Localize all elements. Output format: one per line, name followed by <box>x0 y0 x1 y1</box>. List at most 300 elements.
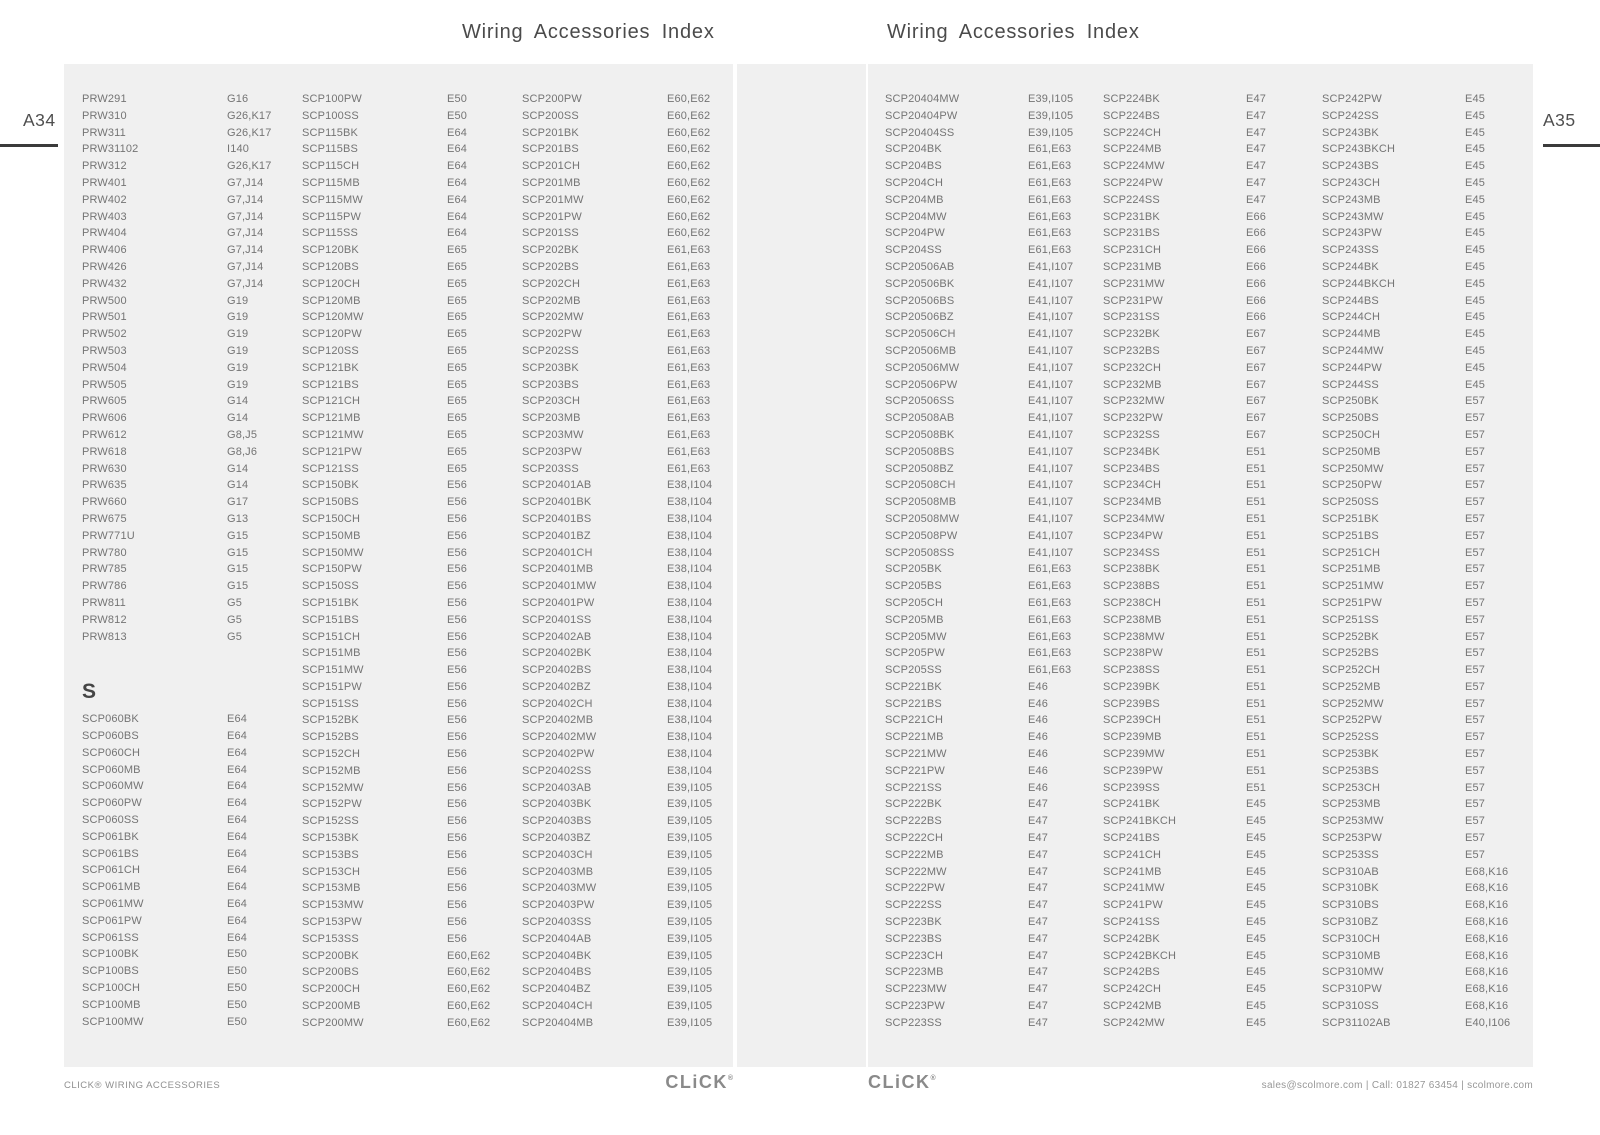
page-reference: E57 <box>1465 479 1486 492</box>
product-code: SCP223MB <box>885 966 944 979</box>
product-code: SCP121BK <box>302 361 359 374</box>
page-reference: E38,I104 <box>667 630 713 643</box>
product-code: SCP20404BS <box>522 966 592 979</box>
page-reference: E39,I105 <box>667 916 713 929</box>
product-code: SCP150MW <box>302 546 364 559</box>
index-row <box>1322 92 1540 109</box>
page-reference: E60,E62 <box>667 93 711 105</box>
index-row <box>522 142 740 159</box>
index-row <box>885 797 1103 814</box>
product-code: SCP20508PW <box>885 529 958 542</box>
product-code: PRW505 <box>82 378 127 391</box>
page-reference: E47 <box>1028 916 1049 929</box>
product-code: SCP221CH <box>885 714 944 727</box>
product-code: SCP205BS <box>885 580 942 593</box>
page-reference: E51 <box>1246 546 1267 559</box>
page-reference: E57 <box>1465 764 1486 777</box>
index-row <box>1322 697 1540 714</box>
page-reference: E66 <box>1246 294 1267 307</box>
product-code: SCP204BS <box>885 160 942 173</box>
page-reference: E57 <box>1465 462 1486 475</box>
index-row <box>1322 294 1540 311</box>
index-row <box>885 445 1103 462</box>
product-code: SCP253SS <box>1322 848 1379 861</box>
product-code: SCP310SS <box>1322 1000 1379 1013</box>
index-row <box>302 462 520 479</box>
index-row <box>1322 361 1540 378</box>
product-code: PRW612 <box>82 428 127 441</box>
index-row <box>522 210 740 227</box>
product-code: SCP250CH <box>1322 428 1381 441</box>
product-code: SCP20401SS <box>522 613 592 626</box>
index-row <box>1103 697 1321 714</box>
product-code: SCP200MB <box>302 1000 361 1013</box>
page-reference: E65 <box>447 328 468 341</box>
page-reference: E57 <box>1465 680 1486 693</box>
page-reference: E39,I105 <box>667 848 713 861</box>
page-reference: E45 <box>1465 344 1486 357</box>
index-row <box>302 394 520 411</box>
product-code: SCP253BK <box>1322 748 1379 761</box>
page-reference: E61,E63 <box>1028 210 1072 223</box>
product-code: SCP238BS <box>1103 580 1160 593</box>
index-row <box>1103 243 1321 260</box>
product-code: SCP061CH <box>82 864 141 877</box>
index-row <box>522 512 740 529</box>
page-reference: E47 <box>1028 1000 1049 1013</box>
index-row <box>522 260 740 277</box>
product-code: SCP204PW <box>885 227 945 240</box>
page-reference: E41,I107 <box>1028 378 1074 391</box>
product-code: SCP121PW <box>302 445 362 458</box>
product-code: SCP205CH <box>885 596 944 609</box>
index-row <box>302 697 520 714</box>
page-reference: I140 <box>227 143 250 156</box>
product-code: SCP20506BK <box>885 277 955 290</box>
page-reference: E39,I105 <box>667 865 713 878</box>
index-row <box>1103 713 1321 730</box>
index-row <box>1103 680 1321 697</box>
index-row <box>1103 126 1321 143</box>
product-code: SCP204SS <box>885 244 942 257</box>
page-reference: E60,E62 <box>447 983 491 996</box>
product-code: SCP232BS <box>1103 344 1160 357</box>
product-code: SCP252PW <box>1322 714 1382 727</box>
product-code: SCP202MW <box>522 311 584 324</box>
index-row <box>522 1016 740 1033</box>
page-reference: E57 <box>1465 529 1486 542</box>
index-row <box>302 159 520 176</box>
page-reference: E47 <box>1028 949 1049 962</box>
product-code: SCP310MB <box>1322 949 1381 962</box>
index-row <box>302 142 520 159</box>
page-reference: E66 <box>1246 260 1267 273</box>
index-row <box>82 562 300 579</box>
product-code: SCP203MW <box>522 428 584 441</box>
index-row <box>522 613 740 630</box>
index-row <box>885 949 1103 966</box>
index-row <box>82 495 300 512</box>
page-reference: E56 <box>447 865 468 878</box>
page-reference: E57 <box>1465 848 1486 861</box>
index-row <box>522 310 740 327</box>
page-reference: E39,I105 <box>667 949 713 962</box>
page-reference: E41,I107 <box>1028 311 1074 324</box>
product-code: SCP201BK <box>522 126 579 139</box>
index-row <box>82 92 300 109</box>
page-reference: E56 <box>447 479 468 492</box>
product-code: SCP238SS <box>1103 664 1160 677</box>
page-reference: E61,E63 <box>667 344 711 357</box>
product-code: SCP151MW <box>302 664 364 677</box>
page-reference: E66 <box>1246 311 1267 324</box>
page-reference: G19 <box>227 378 249 391</box>
index-row <box>885 226 1103 243</box>
product-code: SCP250SS <box>1322 496 1379 509</box>
index-row <box>885 546 1103 563</box>
product-code: SCP20506CH <box>885 328 956 341</box>
page-reference: E38,I104 <box>667 512 713 525</box>
page-reference: E38,I104 <box>667 563 713 576</box>
product-code: SCP100PW <box>302 93 362 105</box>
page-reference: E56 <box>447 647 468 660</box>
index-row <box>302 226 520 243</box>
product-code: SCP242SS <box>1322 109 1379 122</box>
index-row <box>82 243 300 260</box>
product-code: SCP115BS <box>302 143 359 156</box>
index-row <box>885 126 1103 143</box>
index-row <box>1322 848 1540 865</box>
index-row <box>302 210 520 227</box>
index-row <box>1103 630 1321 647</box>
index-row <box>885 260 1103 277</box>
page-reference: E60,E62 <box>667 210 711 223</box>
index-row <box>302 949 520 966</box>
product-code: SCP20404CH <box>522 1000 593 1013</box>
index-row <box>82 478 300 495</box>
page-reference: E65 <box>447 428 468 441</box>
index-row <box>1322 646 1540 663</box>
index-row <box>82 159 300 176</box>
index-row <box>1322 663 1540 680</box>
page-marker-a34: A34 <box>23 110 56 130</box>
index-row <box>1322 243 1540 260</box>
product-code: SCP244PW <box>1322 361 1382 374</box>
product-code: SCP20508SS <box>885 546 955 559</box>
page-reference: E47 <box>1028 848 1049 861</box>
product-code: SCP234MW <box>1103 512 1165 525</box>
page-reference: E61,E63 <box>1028 664 1072 677</box>
page-reference: E51 <box>1246 580 1267 593</box>
index-row <box>82 579 300 596</box>
product-code: SCP20508MW <box>885 512 960 525</box>
page-reference: E39,I105 <box>667 932 713 945</box>
product-code: SCP120PW <box>302 328 362 341</box>
index-row <box>82 310 300 327</box>
product-code: SCP20403PW <box>522 899 595 912</box>
product-code: SCP223MW <box>885 983 947 996</box>
product-code: SCP234PW <box>1103 529 1163 542</box>
page-reference: E60,E62 <box>447 949 491 962</box>
page-reference: E47 <box>1028 815 1049 828</box>
index-row <box>1103 210 1321 227</box>
product-code: SCP150BS <box>302 496 359 509</box>
index-row <box>1322 428 1540 445</box>
page-reference: E56 <box>447 899 468 912</box>
product-code: SCP100BS <box>82 965 139 978</box>
page-reference: E64 <box>227 914 248 927</box>
product-code: SCP310BK <box>1322 882 1379 895</box>
index-row <box>522 378 740 395</box>
index-row <box>1322 193 1540 210</box>
page-reference: E45 <box>1465 277 1486 290</box>
product-code: SCP203PW <box>522 445 582 458</box>
index-row <box>522 680 740 697</box>
product-code: SCP238MB <box>1103 613 1162 626</box>
product-code: SCP252BK <box>1322 630 1379 643</box>
product-code: SCP20508MB <box>885 496 957 509</box>
product-code: SCP244BKCH <box>1322 277 1396 290</box>
index-row <box>522 344 740 361</box>
page-reference: E38,I104 <box>667 479 713 492</box>
product-code: SCP244CH <box>1322 311 1381 324</box>
index-row <box>522 764 740 781</box>
product-code: SCP224MB <box>1103 143 1162 156</box>
page-reference: E64 <box>447 176 468 189</box>
page-reference: E61,E63 <box>667 378 711 391</box>
product-code: SCP152MB <box>302 764 361 777</box>
product-code: PRW311 <box>82 126 126 139</box>
page-reference: E65 <box>447 462 468 475</box>
page-reference: E46 <box>1028 714 1049 727</box>
product-code: SCP20402BZ <box>522 680 591 693</box>
product-code: SCP200SS <box>522 109 579 122</box>
footer-brand-line: CLICK® WIRING ACCESSORIES <box>64 1080 221 1091</box>
product-code: SCP242PW <box>1322 93 1382 105</box>
index-row <box>522 965 740 982</box>
index-row <box>885 932 1103 949</box>
index-row <box>885 512 1103 529</box>
product-code: SCP201CH <box>522 160 581 173</box>
page-reference: E56 <box>447 832 468 845</box>
page-reference: E67 <box>1246 378 1267 391</box>
index-row <box>82 210 300 227</box>
page-reference: E60,E62 <box>667 160 711 173</box>
index-row <box>885 1016 1103 1033</box>
product-code: SCP060SS <box>82 814 139 827</box>
page-reference: E50 <box>227 948 248 961</box>
page-reference: E45 <box>1246 916 1267 929</box>
page-reference: E68,K16 <box>1465 949 1509 962</box>
page-reference: E56 <box>447 630 468 643</box>
page-reference: E56 <box>447 781 468 794</box>
index-row <box>302 562 520 579</box>
index-row <box>1103 159 1321 176</box>
product-code: PRW426 <box>82 260 127 273</box>
index-row <box>522 999 740 1016</box>
index-row <box>302 764 520 781</box>
index-row <box>82 327 300 344</box>
page-reference: E61,E63 <box>667 311 711 324</box>
index-row <box>1322 865 1540 882</box>
product-code: SCP060CH <box>82 746 141 759</box>
index-row <box>1322 512 1540 529</box>
index-row <box>82 880 300 897</box>
product-code: SCP231MW <box>1103 277 1165 290</box>
product-code: SCP222BK <box>885 798 942 811</box>
product-code: SCP203MB <box>522 412 581 425</box>
product-code: SCP253PW <box>1322 832 1382 845</box>
page-reference: E38,I104 <box>667 664 713 677</box>
product-code: SCP251SS <box>1322 613 1379 626</box>
page-reference: E67 <box>1246 412 1267 425</box>
index-row <box>885 613 1103 630</box>
product-code: SCP244BS <box>1322 294 1379 307</box>
index-row <box>82 981 300 998</box>
product-code: SCP121SS <box>302 462 359 475</box>
product-code: SCP242BKCH <box>1103 949 1177 962</box>
index-row <box>885 730 1103 747</box>
page-reference: E51 <box>1246 714 1267 727</box>
index-row <box>82 277 300 294</box>
index-row <box>1103 294 1321 311</box>
product-code: SCP231CH <box>1103 244 1162 257</box>
index-row <box>1322 596 1540 613</box>
product-code: SCP242MW <box>1103 1016 1165 1029</box>
product-code: SCP241PW <box>1103 899 1163 912</box>
page-reference: E45 <box>1246 932 1267 945</box>
index-row <box>522 546 740 563</box>
page-reference: E67 <box>1246 361 1267 374</box>
index-row <box>1103 512 1321 529</box>
index-row <box>1103 378 1321 395</box>
product-code: SCP20401MW <box>522 580 597 593</box>
index-row <box>1103 277 1321 294</box>
product-code: SCP223PW <box>885 1000 945 1013</box>
index-row <box>1322 831 1540 848</box>
page-reference: E64 <box>227 898 248 911</box>
index-row <box>302 982 520 999</box>
page-reference: E65 <box>447 311 468 324</box>
index-row <box>82 998 300 1015</box>
product-code: PRW618 <box>82 445 127 458</box>
index-row <box>82 931 300 948</box>
page-reference: E56 <box>447 798 468 811</box>
index-row <box>1103 109 1321 126</box>
page-reference: E56 <box>447 563 468 576</box>
product-code: SCP241MB <box>1103 865 1162 878</box>
product-code: SCP221BS <box>885 697 942 710</box>
product-code: SCP250PW <box>1322 479 1382 492</box>
page-reference: E50 <box>447 109 468 122</box>
product-code: SCP120SS <box>302 344 359 357</box>
product-code: PRW635 <box>82 479 127 492</box>
click-logo-text: CLiCK <box>665 1072 728 1092</box>
page-reference: E65 <box>447 344 468 357</box>
page-reference: E38,I104 <box>667 529 713 542</box>
page-reference: E45 <box>1246 1000 1267 1013</box>
product-code: SCP20402MB <box>522 714 594 727</box>
index-row <box>522 747 740 764</box>
index-row <box>82 712 300 729</box>
index-row <box>1322 747 1540 764</box>
page-reference: E51 <box>1246 496 1267 509</box>
page-reference: G7,J14 <box>227 244 264 257</box>
page-reference: E61,E63 <box>667 328 711 341</box>
page-reference: E47 <box>1028 899 1049 912</box>
index-column-right-1 <box>885 92 1103 1033</box>
page-reference: E57 <box>1465 512 1486 525</box>
page-reference: E56 <box>447 680 468 693</box>
product-code: SCP205SS <box>885 664 942 677</box>
page-reference: E65 <box>447 244 468 257</box>
index-row <box>1322 126 1540 143</box>
product-code: SCP239BS <box>1103 697 1160 710</box>
index-row <box>82 226 300 243</box>
page-reference: E67 <box>1246 344 1267 357</box>
index-row <box>302 713 520 730</box>
page-reference: E57 <box>1465 596 1486 609</box>
page-reference: E64 <box>447 143 468 156</box>
product-code: SCP115MW <box>302 193 363 206</box>
index-row <box>1103 1016 1321 1033</box>
page-reference: E45 <box>1465 378 1486 391</box>
page-reference: G15 <box>227 580 249 593</box>
index-row <box>1322 797 1540 814</box>
page-reference: G19 <box>227 311 249 324</box>
product-code: SCP100MB <box>82 998 141 1011</box>
page-reference: G19 <box>227 328 249 341</box>
product-code: SCP239MW <box>1103 748 1165 761</box>
page-reference: E65 <box>447 260 468 273</box>
product-code: SCP241BKCH <box>1103 815 1177 828</box>
index-row <box>1103 394 1321 411</box>
page-reference: E45 <box>1465 210 1486 223</box>
page-reference: G26,K17 <box>227 126 272 139</box>
index-row <box>1103 462 1321 479</box>
index-row <box>1322 226 1540 243</box>
product-code: SCP243MB <box>1322 193 1381 206</box>
page-reference: E57 <box>1465 832 1486 845</box>
page-reference: G7,J14 <box>227 260 264 273</box>
index-row <box>1322 310 1540 327</box>
page-reference: G19 <box>227 294 249 307</box>
product-code: SCP205MW <box>885 630 947 643</box>
index-row <box>522 495 740 512</box>
index-row <box>885 92 1103 109</box>
page-reference: E57 <box>1465 714 1486 727</box>
index-row <box>302 277 520 294</box>
index-row <box>885 848 1103 865</box>
page-reference: E65 <box>447 277 468 290</box>
index-row <box>1103 949 1321 966</box>
index-row <box>1322 109 1540 126</box>
page-reference: E56 <box>447 512 468 525</box>
page-reference: E41,I107 <box>1028 445 1074 458</box>
product-code: SCP20402BK <box>522 647 592 660</box>
page-reference: E51 <box>1246 479 1267 492</box>
index-row <box>302 176 520 193</box>
index-row <box>1322 999 1540 1016</box>
product-code: SCP222PW <box>885 882 945 895</box>
index-row <box>1322 898 1540 915</box>
page-reference: E61,E63 <box>1028 596 1072 609</box>
product-code: SCP252MW <box>1322 697 1384 710</box>
index-row <box>885 663 1103 680</box>
page-reference: E56 <box>447 815 468 828</box>
index-row <box>82 378 300 395</box>
product-code: SCP222MW <box>885 865 947 878</box>
